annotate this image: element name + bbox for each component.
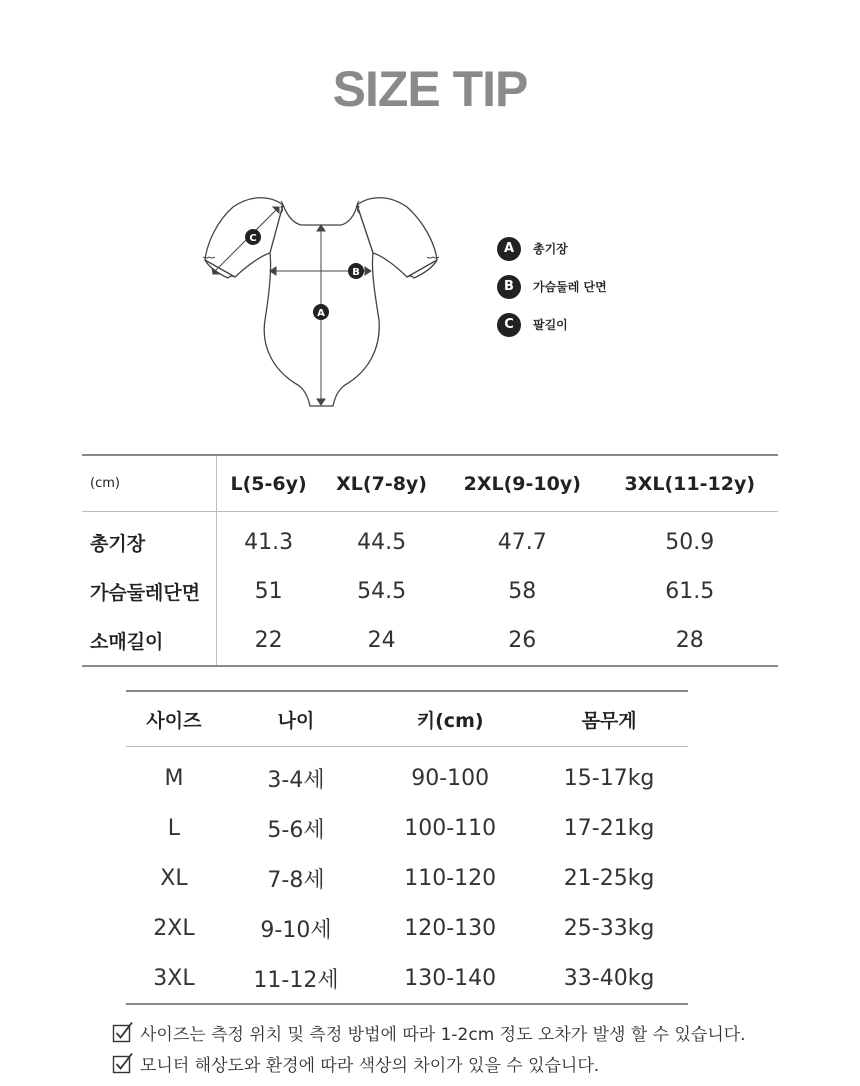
legend-label: 팔길이 [533, 318, 568, 332]
cell-value: 11-12세 [253, 967, 339, 993]
checkbox-checked-icon [112, 1052, 134, 1074]
page-title: SIZE TIP [332, 61, 528, 117]
legend-badge: A [497, 237, 521, 261]
cell-value: 3-4세 [267, 767, 325, 793]
column-header: 몸무게 [530, 691, 688, 747]
row-label: 소매길이 [82, 616, 217, 666]
cell-value: 5-6세 [267, 817, 325, 843]
cell-value: XL [160, 865, 188, 891]
cell-value: 47.7 [497, 530, 547, 555]
column-header: 나이 [222, 691, 370, 747]
size-header: XL(7-8y) [320, 455, 443, 512]
legend-label: 총기장 [533, 242, 568, 256]
table-row [126, 903, 688, 953]
table-row [126, 853, 688, 903]
table-row [126, 953, 688, 1004]
cell-value: 58 [508, 579, 537, 604]
size-header: 2XL(9-10y) [443, 455, 602, 512]
size-header: 3XL(11-12y) [602, 455, 778, 512]
notes [112, 1019, 746, 1081]
cell-value: 7-8세 [267, 867, 325, 893]
cell-value: 100-110 [404, 815, 497, 841]
legend-badge: C [497, 313, 521, 337]
cell-value: 15-17kg [563, 765, 655, 791]
cell-value: 17-21kg [563, 815, 655, 841]
note-item [112, 1050, 746, 1076]
measurement-legend [497, 236, 607, 350]
size-header: L(5-6y) [217, 455, 321, 512]
table-header-row [126, 691, 688, 747]
marker-b [348, 263, 364, 279]
cell-value: 41.3 [244, 530, 294, 555]
cell-value: 33-40kg [563, 965, 655, 991]
marker-c [245, 229, 261, 245]
unit-label: (cm) [82, 455, 217, 512]
table-row [126, 803, 688, 853]
column-header: 키(cm) [370, 691, 530, 747]
garment-diagram [195, 185, 450, 419]
legend-item [497, 312, 607, 337]
marker-a [313, 304, 329, 320]
cell-value: 26 [508, 628, 537, 653]
cell-value: 54.5 [357, 579, 407, 604]
svg-text:B: B [352, 267, 360, 278]
cell-value: 24 [367, 628, 396, 653]
table-row [126, 747, 688, 804]
cell-value: 25-33kg [563, 915, 655, 941]
row-label: 총기장 [82, 512, 217, 568]
cell-value: 61.5 [665, 579, 715, 604]
table-header-row [82, 455, 778, 512]
cell-value: 90-100 [411, 765, 490, 791]
cell-value: M [164, 765, 184, 791]
table-row [82, 512, 778, 568]
cell-value: 28 [675, 628, 704, 653]
cell-value: 21-25kg [563, 865, 655, 891]
cell-value: 2XL [153, 915, 195, 941]
legend-item [497, 274, 607, 299]
column-header: 사이즈 [126, 691, 222, 747]
cell-value: 120-130 [404, 915, 497, 941]
svg-text:A: A [317, 308, 325, 319]
row-label: 가슴둘레단면 [82, 567, 217, 616]
note-item [112, 1019, 746, 1045]
size-guide-table [126, 690, 688, 1005]
table-row [82, 567, 778, 616]
table-row [82, 616, 778, 666]
cell-value: 110-120 [404, 865, 497, 891]
cell-value: L [167, 815, 181, 841]
cell-value: 130-140 [404, 965, 497, 991]
measurement-table [82, 454, 778, 667]
note-text: 모니터 해상도와 환경에 따라 색상의 차이가 있을 수 있습니다. [140, 1055, 600, 1076]
cell-value: 22 [254, 628, 283, 653]
legend-item [497, 236, 607, 261]
legend-label: 가슴둘레 단면 [533, 280, 607, 294]
checkbox-checked-icon [112, 1021, 134, 1043]
cell-value: 3XL [153, 965, 195, 991]
cell-value: 9-10세 [260, 917, 332, 943]
svg-text:C: C [249, 233, 257, 244]
cell-value: 51 [254, 579, 283, 604]
legend-badge: B [497, 275, 521, 299]
cell-value: 50.9 [665, 530, 715, 555]
note-text: 사이즈는 측정 위치 및 측정 방법에 따라 1-2cm 정도 오차가 발생 할 수 있습니다. [140, 1024, 746, 1045]
cell-value: 44.5 [357, 530, 407, 555]
